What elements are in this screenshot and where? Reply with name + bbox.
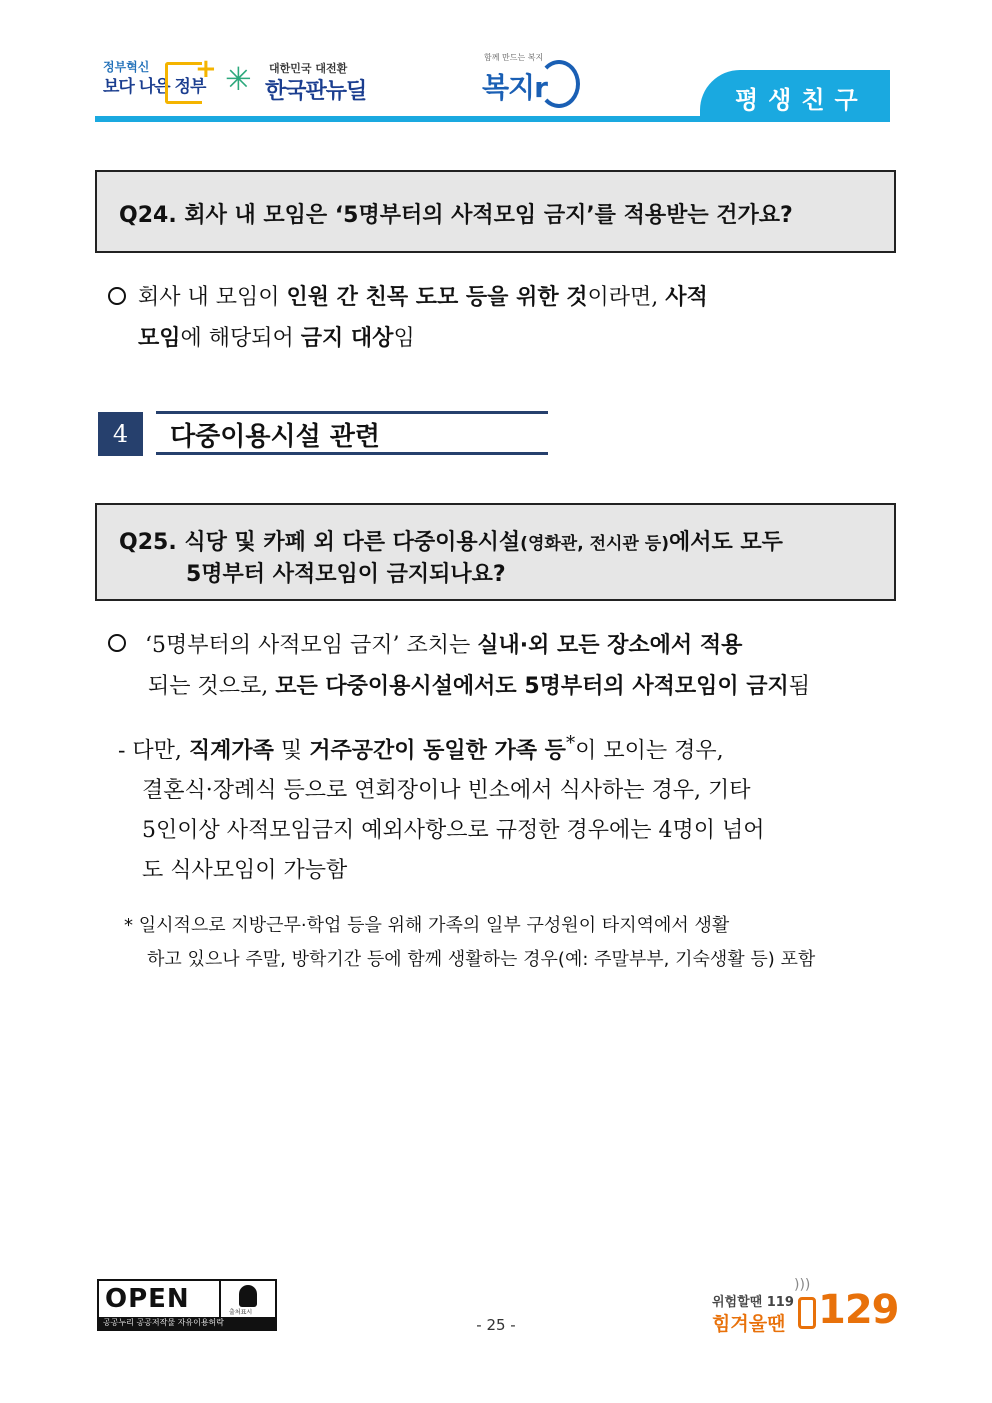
- answer-line: [138, 321, 415, 352]
- open-logo-text: OPEN: [105, 1284, 190, 1314]
- kogl-open-logo: [97, 1279, 277, 1331]
- page-header: [95, 40, 890, 126]
- footnote-line: 하고 있으나 주말, 방학기간 등에 함께 생활하는 경우(예: 주말부부, 기숙생활 등) 포함: [147, 949, 816, 970]
- logo3-main-text: 복지r: [482, 71, 547, 104]
- welfare-logo: [480, 52, 580, 112]
- answer-line: [138, 280, 708, 311]
- section-number: 4: [98, 412, 143, 456]
- question-box-q25: [95, 503, 896, 601]
- answer-text: 회사 내 모임이: [138, 285, 287, 310]
- circle-icon: [538, 60, 580, 108]
- circle-bullet-icon: [108, 287, 126, 305]
- answer-text: 됨: [788, 674, 811, 699]
- header-tab-label: 평생친구: [735, 86, 868, 114]
- hotline-main-text: 힘겨울땐: [712, 1313, 786, 1335]
- question-text: 에서도 모두: [668, 530, 783, 555]
- open-logo-bar: 공공누리 공공저작물 자유이용허락: [99, 1317, 275, 1329]
- answer-text: 임: [393, 326, 415, 351]
- government-innovation-logo: [103, 54, 217, 106]
- answer-text: 되는 것으로,: [148, 674, 276, 699]
- answer-bold-text: 사적: [665, 285, 708, 310]
- logo3-small-text: 함께 만드는 복지: [484, 53, 544, 62]
- plus-icon: +: [195, 54, 217, 84]
- question-box-q24: [95, 170, 896, 253]
- logo2-main-text: 한국판뉴딜: [265, 79, 367, 104]
- answer-text: 이라면,: [587, 285, 666, 310]
- section-title: 다중이용시설 관련: [170, 422, 380, 452]
- answer-line: [148, 669, 810, 700]
- hotline-129-logo: [710, 1279, 900, 1333]
- detail-line: 결혼식·장례식 등으로 연회장이나 빈소에서 식사하는 경우, 기타: [142, 778, 751, 803]
- answer-bold-text: 모임: [138, 326, 181, 351]
- page-number: - 25 -: [476, 1316, 516, 1334]
- detail-line: [118, 733, 724, 764]
- detail-line: 5인이상 사적모임금지 예외사항으로 규정한 경우에는 4명이 넘어: [142, 818, 765, 843]
- detail-text: 이 모이는 경우,: [575, 738, 724, 764]
- footnote-marker: *: [565, 733, 576, 754]
- attribution-label: 출처표시: [229, 1309, 253, 1316]
- header-divider: [95, 116, 890, 122]
- section-rule-top: [156, 411, 548, 414]
- person-icon: [239, 1285, 257, 1307]
- answer-bold-text: 모든 다중이용시설에서도 5명부터의 사적모임이 금지: [275, 674, 789, 699]
- attribution-icon-box: [219, 1281, 277, 1317]
- circle-bullet-icon: [108, 634, 126, 652]
- logo2-small-text: 대한민국 대전환: [269, 62, 348, 75]
- detail-text: 및: [273, 738, 310, 764]
- detail-bold-text: 직계가족: [188, 738, 274, 764]
- logo1-main-text: 보다 나은 정부: [103, 77, 206, 97]
- star-icon: ✳: [225, 60, 252, 98]
- question-text: Q25. 식당 및 카페 외 다른 다중이용시설: [119, 530, 521, 555]
- detail-line: 도 식사모임이 가능함: [142, 858, 348, 883]
- detail-bold-text: 거주공간이 동일한 가족 등: [309, 738, 566, 764]
- answer-text: ‘5명부터의 사적모임 금지’ 조치는: [145, 633, 478, 658]
- logo1-small-text: 정부혁신: [103, 60, 150, 74]
- question-line: 5명부터 사적모임이 금지되나요?: [186, 562, 506, 587]
- hotline-small-text: 위험할땐 119: [712, 1295, 794, 1310]
- phone-icon: [798, 1297, 816, 1329]
- signal-icon: ))): [794, 1277, 811, 1293]
- answer-text: 에 해당되어: [180, 326, 301, 351]
- hotline-number: 129: [818, 1287, 899, 1333]
- korean-new-deal-logo: [225, 58, 375, 106]
- answer-bold-text: 금지 대상: [300, 326, 394, 351]
- answer-line: [145, 628, 742, 659]
- answer-bold-text: 실내·외 모든 장소에서 적용: [477, 633, 743, 658]
- footnote-line: * 일시적으로 지방근무·학업 등을 위해 가족의 일부 구성원이 타지역에서 생활: [124, 915, 730, 936]
- question-text: Q24. 회사 내 모임은 ‘5명부터의 사적모임 금지’를 적용받는 건가요?: [119, 203, 793, 228]
- answer-bold-text: 인원 간 친목 도모 등을 위한 것: [286, 285, 588, 310]
- question-small-text: (영화관, 전시관 등): [520, 534, 669, 554]
- question-line: [119, 525, 783, 556]
- detail-text: - 다만,: [118, 738, 189, 764]
